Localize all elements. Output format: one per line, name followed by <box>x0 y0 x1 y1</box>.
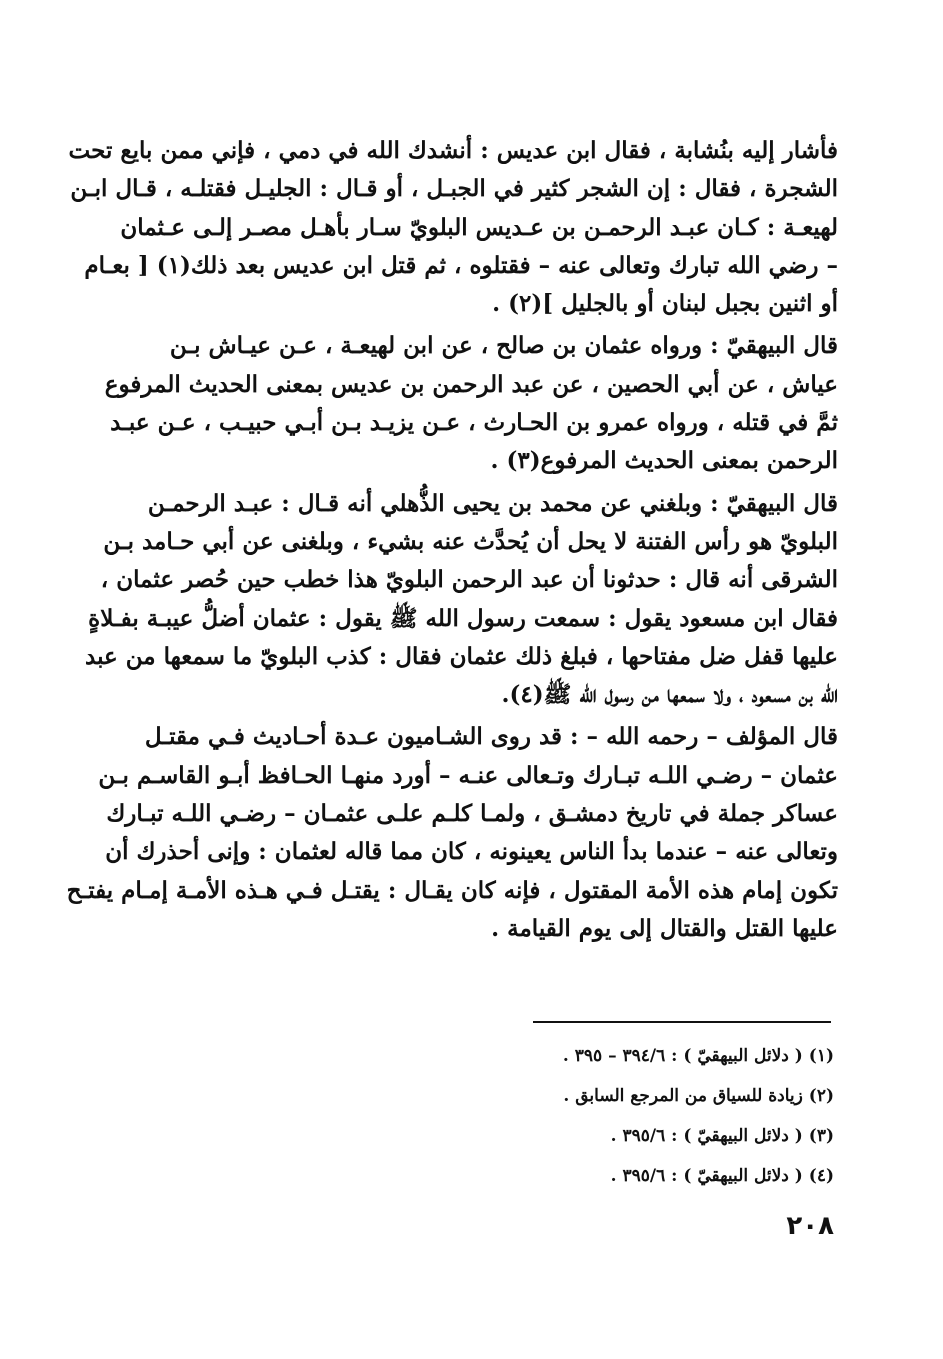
text-line: فأشار إليه بنُشابة ، فقال ابن عديس : أنشدك الله في دمي ، فإني ممن بايع تحت <box>68 137 838 164</box>
text-line: لهيعـة : كـان عبـد الرحمـن بن عـديس البلويّ سـار بأهـل مصـر إلـى عـثمان <box>120 213 838 241</box>
text-line: عياش ، عن أبي الحصين ، عن عبد الرحمن بن عديس بمعنى الحديث المرفوع <box>104 370 838 398</box>
paragraph-3 <box>85 485 838 715</box>
paragraph-4 <box>66 718 838 948</box>
text-line: عليها قفل ضل مفتاحها ، فبلغ ذلك عثمان فقال : كذب البلويّ ما سمعها من عبد <box>85 642 838 670</box>
footnote-divider <box>533 1021 831 1023</box>
text-line: الشرقى أنه قال : حدثونا أن عبد الرحمن البلويّ هذا خطب حين حُصر عثمان ، <box>100 566 838 594</box>
text-line: عثمان – رضـي اللـه تبـارك وتـعالى عنـه – أورد منهـا الحـافظ أبـو القاسـم بـن <box>98 761 838 789</box>
text-line: ثمَّ في قتله ، ورواه عمرو بن الحـارث ، عـن يزيـد بـن أبـي حبيـب ، عـن عبـد <box>110 409 838 437</box>
text-line: الشجرة ، فقال : إن الشجر كثير في الجبـل ، أو قـال : الجليـل فقتلـه ، قـال ابـن <box>70 175 838 203</box>
text-line: فقال ابن مسعود يقول : سمعت رسول الله ﷺ يقول : عثمان أضلُّ عيبـة بفـلاةٍ <box>88 604 838 632</box>
main-text <box>66 132 838 952</box>
text-line: قال البيهقيّ : ورواه عثمان بن صالح ، عن ابن لهيعـة ، عـن عيـاش بـن <box>169 332 838 360</box>
paragraph-1 <box>68 132 838 323</box>
text-line: عساكر جملة في تاريخ دمشـق ، ولمـا كلـم علـى عثمـان – رضـي اللـه تبـارك <box>106 800 838 828</box>
text-line: الرحمن بمعنى الحديث المرفوع(٣) . <box>490 447 838 475</box>
footnote-2: (٢) زيادة للسياق من المرجع السابق . <box>563 1086 834 1106</box>
text-line: قال المؤلف – رحمه الله – : قد روى الشـاميون عـدة أحـاديث فـي مقتـل <box>144 723 838 751</box>
text-line: عليها القتل والقتال إلى يوم القيامة . <box>491 914 838 942</box>
footnote-1: (١) ( دلائل البيهقيّ ) : ٣٩٤/٦ – ٣٩٥ . <box>562 1046 834 1066</box>
text-line: وتعالى عنه – عندما بدأ الناس يعينونه ، كان مما قاله لعثمان : وإنى أحذرك أن <box>105 838 838 866</box>
page-number: ٢٠٨ <box>786 1211 834 1241</box>
text-line: تكون إمام هذه الأمة المقتول ، فإنه كان يقـال : يقتـل فـي هـذه الأمـة إمـام يفتـح <box>66 876 838 904</box>
footnotes <box>400 1036 834 1196</box>
footnote-3: (٣) ( دلائل البيهقيّ ) : ٣٩٥/٦ . <box>610 1126 834 1146</box>
text-line: الله بن مسعود ، ولا سمعها من رسول الله ﷺ(٤). <box>501 681 838 709</box>
footnote-4: (٤) ( دلائل البيهقيّ ) : ٣٩٥/٦ . <box>610 1166 834 1186</box>
text-line: قال البيهقيّ : وبلغني عن محمد بن يحيى الذُّهلي أنه قـال : عبـد الرحمـن <box>147 489 838 517</box>
text-line: البلويّ هو رأس الفتنة لا يحل أن يُحدَّث عنه بشيء ، وبلغنى عن أبي حـامد بـن <box>103 527 838 555</box>
text-line: – رضي الله تبارك وتعالى عنه – فقتلوه ، ثم قتل ابن عديس بعد ذلك(١) [ بعـام <box>84 251 838 279</box>
text-line: أو اثنين بجبل لبنان أو بالجليل ](٢) . <box>492 290 838 318</box>
paragraph-2 <box>96 327 838 480</box>
